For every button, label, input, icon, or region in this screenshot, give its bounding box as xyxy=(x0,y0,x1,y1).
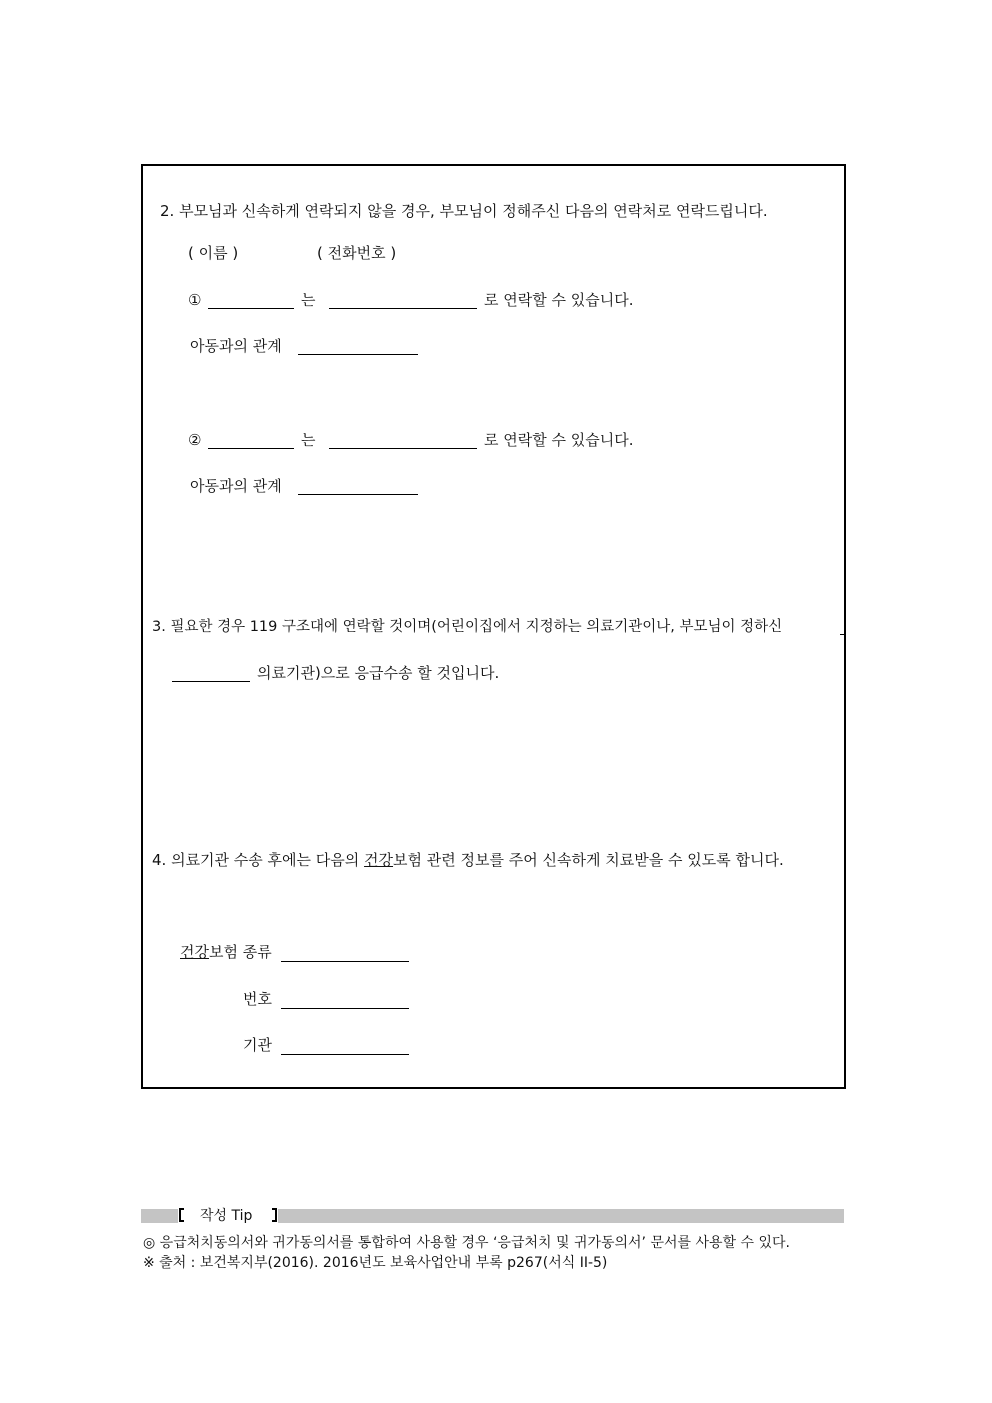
phone-column-label: ( 전화번호 ) xyxy=(317,244,397,262)
entry-1-name-field[interactable] xyxy=(208,308,294,309)
entry-1-marker: ① xyxy=(188,291,202,309)
entry-2-name-field[interactable] xyxy=(208,448,294,449)
insurance-type-field[interactable] xyxy=(281,961,409,962)
tip-bracket-right xyxy=(272,1208,277,1222)
insurance-institution-field[interactable] xyxy=(281,1054,409,1055)
section-2-heading: 2. 부모님과 신속하게 연락되지 않을 경우, 부모님이 정해주신 다음의 연락처로 연락드립니다. xyxy=(160,202,768,220)
hospital-field[interactable] xyxy=(172,681,250,682)
section-4-heading-lead: 4. 의료기관 수송 후에는 다음의 xyxy=(152,851,365,869)
section-4-heading-rest: 보험 관련 정보를 주어 신속하게 치료받을 수 있도록 합니다. xyxy=(393,851,784,869)
entry-2-particle: 는 xyxy=(301,431,316,449)
entry-1-phone-field[interactable] xyxy=(329,308,477,309)
section-3-line-2: 의료기관)으로 응급수송 할 것입니다. xyxy=(257,664,500,682)
consent-form-box xyxy=(141,164,846,1089)
entry-1-relation-label: 아동과의 관계 xyxy=(190,337,282,355)
tip-label xyxy=(178,1207,278,1225)
tip-note-2: ※ 출처 : 보건복지부(2016). 2016년도 보육사업안내 부록 p267(서식 II-5) xyxy=(143,1255,608,1271)
insurance-type-label-rest: 보험 종류 xyxy=(208,943,272,961)
insurance-type-label-underlined: 건강 xyxy=(180,943,209,961)
tip-bracket-left xyxy=(179,1208,184,1222)
hospital-field-start[interactable] xyxy=(840,634,846,635)
insurance-number-field[interactable] xyxy=(281,1008,409,1009)
entry-2-relation-label: 아동과의 관계 xyxy=(190,477,282,495)
tip-label-text: 작성 Tip xyxy=(200,1208,253,1224)
tip-note-1: ◎ 응급처치동의서와 귀가동의서를 통합하여 사용할 경우 ‘응급처치 및 귀가동의서’ 문서를 사용할 수 있다. xyxy=(143,1235,790,1251)
entry-1-relation-field[interactable] xyxy=(298,354,418,355)
entry-2-marker: ② xyxy=(188,431,202,449)
section-4-heading-underlined: 건강 xyxy=(364,851,394,869)
entry-2-phone-field[interactable] xyxy=(329,448,477,449)
entry-2-suffix: 로 연락할 수 있습니다. xyxy=(484,431,634,449)
name-column-label: ( 이름 ) xyxy=(188,244,239,262)
entry-2-relation-field[interactable] xyxy=(298,494,418,495)
entry-1-suffix: 로 연락할 수 있습니다. xyxy=(484,291,634,309)
insurance-institution-label: 기관 xyxy=(243,1036,272,1054)
section-3-line-1: 3. 필요한 경우 119 구조대에 연락할 것이며(어린이집에서 지정하는 의료기관이나, 부모님이 정하신 xyxy=(152,619,783,635)
insurance-type-label xyxy=(180,943,272,961)
insurance-number-label: 번호 xyxy=(243,990,272,1008)
entry-1-particle: 는 xyxy=(301,291,316,309)
section-4-heading xyxy=(152,851,784,869)
